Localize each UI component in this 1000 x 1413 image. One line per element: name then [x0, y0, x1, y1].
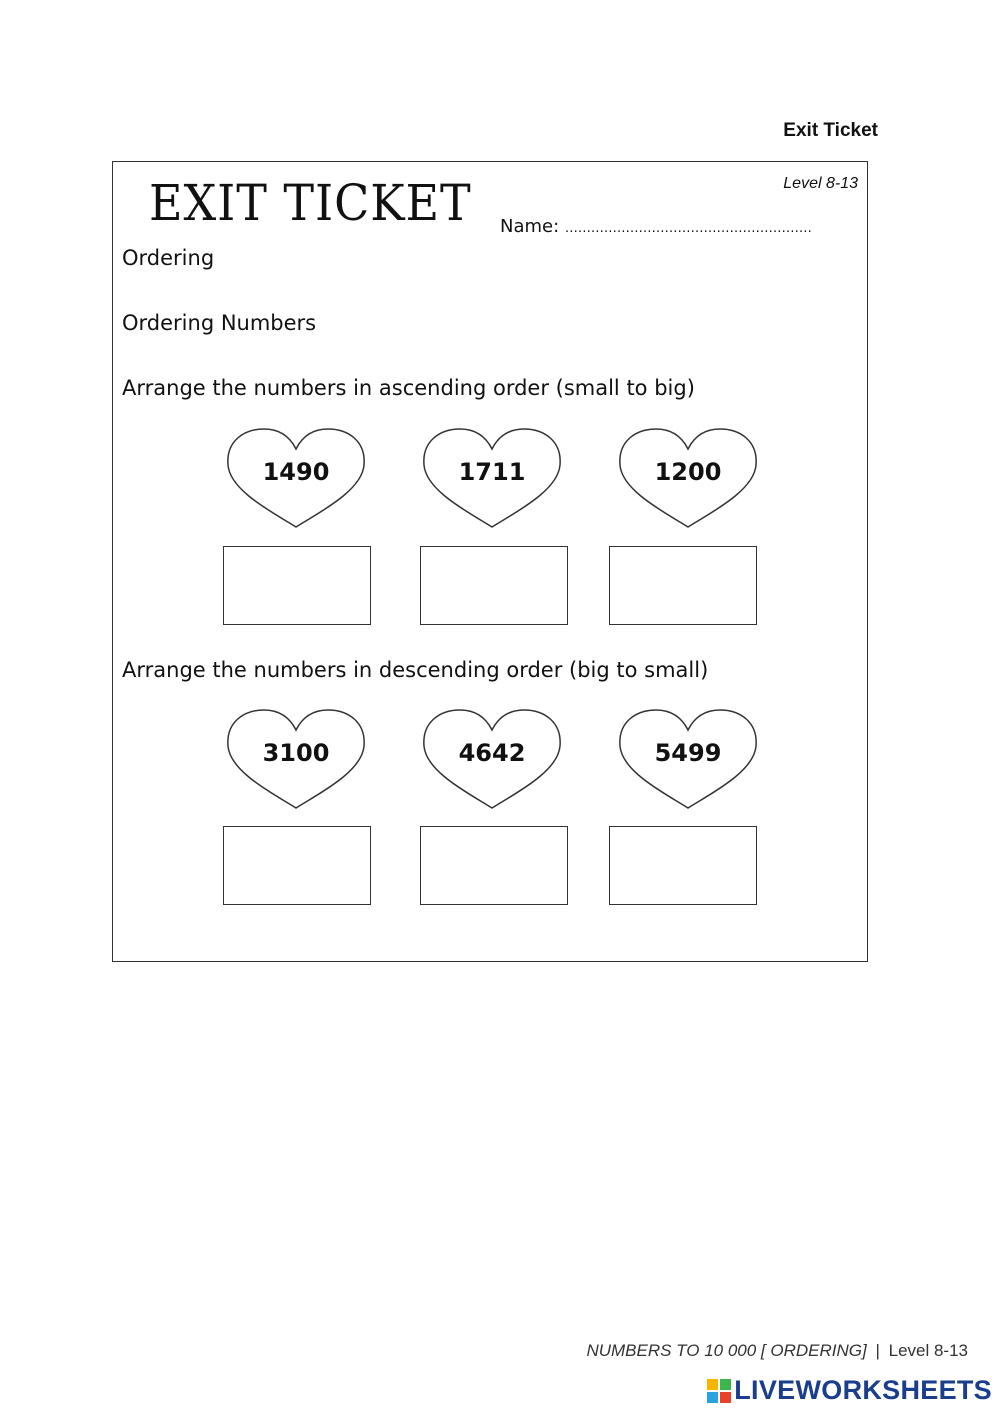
heart-number-value: 3100 [262, 739, 330, 767]
heart-number-5 [422, 708, 562, 810]
heart-number-value: 1711 [458, 458, 526, 486]
header-label: Exit Ticket [783, 120, 878, 141]
heart-number-1 [226, 427, 366, 529]
subtopic-text: Ordering Numbers [122, 311, 317, 335]
heart-number-value: 1490 [262, 458, 330, 486]
brand-name: LIVEWORKSHEETS [734, 1375, 992, 1405]
name-label: Name: [500, 216, 560, 237]
descending-answer-box-3[interactable] [609, 826, 757, 905]
descending-answer-box-1[interactable] [223, 826, 371, 905]
footer-topic: NUMBERS TO 10 000 [ ORDERING] [586, 1341, 867, 1360]
name-field[interactable] [500, 216, 812, 237]
heart-number-6 [618, 708, 758, 810]
ascending-answer-box-1[interactable] [223, 546, 371, 625]
topic-text: Ordering [122, 246, 215, 270]
level-label: Level 8-13 [783, 175, 858, 192]
heart-number-3 [618, 427, 758, 529]
descending-answer-box-2[interactable] [420, 826, 568, 905]
ascending-answer-box-3[interactable] [609, 546, 757, 625]
liveworksheets-logo-icon [707, 1379, 731, 1403]
heart-number-value: 4642 [458, 739, 526, 767]
descending-instruction: Arrange the numbers in descending order (big to small) [122, 658, 709, 682]
footer-caption [586, 1341, 968, 1361]
ascending-answer-box-2[interactable] [420, 546, 568, 625]
heart-number-4 [226, 708, 366, 810]
liveworksheets-brand[interactable] [707, 1375, 992, 1406]
heart-number-value: 5499 [654, 739, 722, 767]
ascending-instruction: Arrange the numbers in ascending order (small to big) [122, 376, 695, 400]
exit-ticket-card [112, 161, 868, 962]
name-dots: ………………………………………………… [564, 221, 812, 236]
heart-number-2 [422, 427, 562, 529]
footer-separator: | [875, 1341, 880, 1360]
heart-number-value: 1200 [654, 458, 722, 486]
footer-level: Level 8-13 [888, 1341, 968, 1360]
ticket-title: EXIT TICKET [149, 174, 472, 232]
